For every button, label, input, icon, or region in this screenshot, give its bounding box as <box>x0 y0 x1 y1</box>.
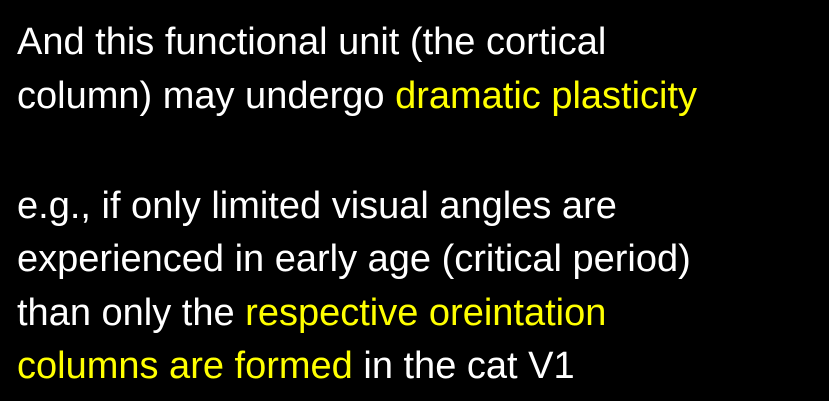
paragraph-2-line-1-text: e.g., if only limited visual angles are <box>17 185 617 227</box>
highlight-columns-formed: columns are formed <box>17 345 353 387</box>
paragraph-2-line-2-text: experienced in early age (critical period) <box>17 238 691 280</box>
paragraph-2-line-4-text: in the cat V1 <box>352 345 575 387</box>
paragraph-1-line-1-text: And this functional unit (the cortical <box>17 21 607 63</box>
paragraph-2-line-2 <box>17 237 691 281</box>
paragraph-2-line-3 <box>17 291 606 335</box>
paragraph-1-line-1 <box>17 20 606 64</box>
paragraph-1-line-2 <box>17 74 697 118</box>
paragraph-1-line-2-text: column) may undergo <box>17 75 396 117</box>
paragraph-2-line-1 <box>17 184 617 228</box>
highlight-respective-orientation: respective oreintation <box>245 292 607 334</box>
highlight-dramatic-plasticity: dramatic plasticity <box>395 75 698 117</box>
paragraph-2-line-4 <box>17 344 575 388</box>
paragraph-2-line-3-text: than only the <box>17 292 246 334</box>
